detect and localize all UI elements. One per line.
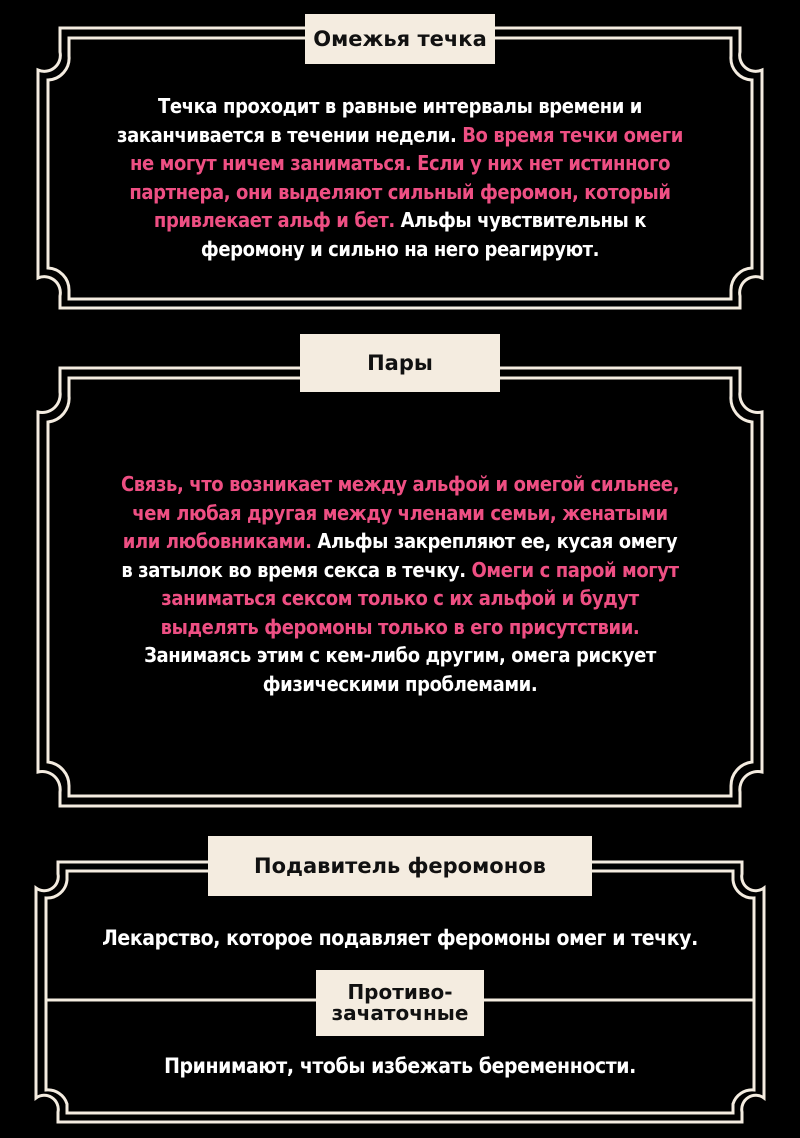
panel-1-title	[305, 14, 495, 64]
panel-2-text-4: Занимаясь этим с кем-либо другим, омега рискует физическими проблемами.	[144, 643, 656, 696]
panel-3-text-1: Лекарство, которое подавляет феромоны омег и течку.	[102, 926, 698, 950]
panel-1-text-3: Альфы чувствительны к феромону и сильно на него реагируют.	[200, 208, 647, 261]
panel-4-title-line2: зачаточные	[331, 1001, 469, 1025]
panel-1-title-text: Омежья течка	[313, 26, 487, 51]
panel-1-body	[110, 92, 690, 263]
panel-4-text-1: Принимают, чтобы избежать беременности.	[164, 1054, 636, 1078]
panel-4-title	[316, 970, 484, 1036]
panel-3-title	[208, 836, 592, 896]
panel-2-text-2: Альфы закрепляют ее, кусая омегу в затылок во время секса в течку.	[121, 529, 678, 582]
panel-2-title	[300, 334, 500, 392]
panel-3-body	[80, 924, 720, 953]
panel-4-body	[80, 1052, 720, 1081]
panel-1-text-1: Течка проходит в равные интервалы времени и заканчивается в течении недели.	[117, 94, 643, 147]
panel-2-text-3: Омеги с парой могут заниматься сексом только с их альфой и будут выделять феромоны только в его присутствии.	[160, 557, 679, 639]
panel-2-title-text: Пары	[367, 350, 433, 375]
panel-4-title-line1: Противо-	[347, 980, 453, 1004]
panel-2-text-1: Связь, что возникает между альфой и омегой сильнее, чем любая другая между членами семьи, женатыми или любовниками.	[121, 472, 679, 553]
panel-1-text-2: Во время течки омеги не могут ничем заниматься. Если у них нет истинного партнера, они выделяют сильный феромон, который привлекает альф и бет.	[129, 122, 683, 232]
panel-3-title-text: Подавитель феромонов	[254, 853, 546, 878]
panel-2-body	[120, 470, 680, 698]
